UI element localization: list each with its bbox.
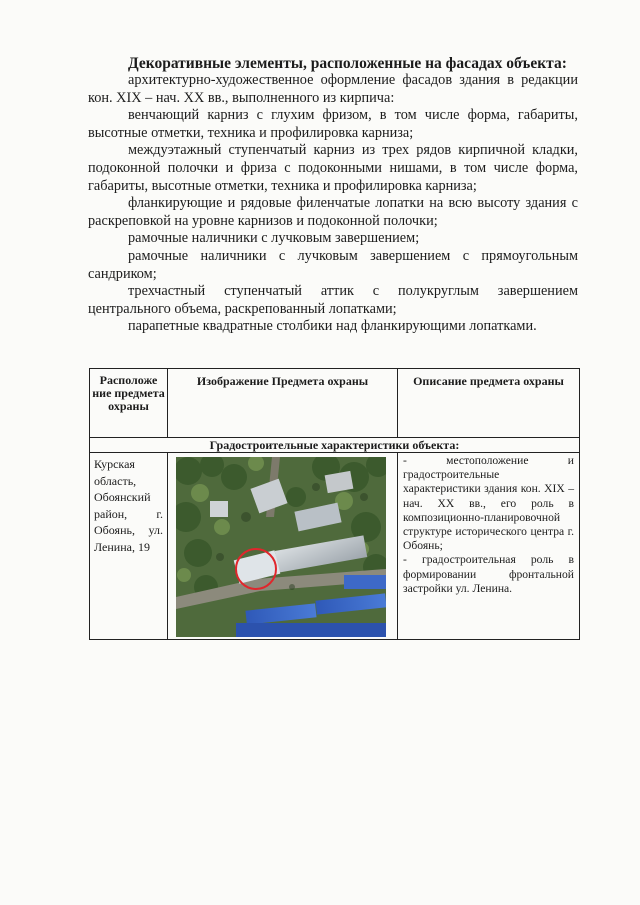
paragraph: рамочные наличники с лучковым завершением с прямоугольным сандриком;	[88, 247, 578, 282]
header-image: Изображение Предмета охраны	[168, 369, 398, 438]
paragraph: венчающий карниз с глухим фризом, в том числе форма, габариты, высотные отметки, техника и профилировка карниза;	[88, 107, 578, 141]
paragraph: междуэтажный ступенчатый карниз из трех рядов кирпичной кладки, подоконной полочки и фриза с подоконными нишами, в том числе форма, габариты, высотные отметки, техника и профилировка карниза;	[88, 142, 578, 194]
section-heading: Декоративные элементы, расположенные на фасадах объекта:	[128, 55, 567, 72]
description-item: - градостроительная роль в формировании фронтальной застройки ул. Ленина.	[403, 553, 574, 595]
body-text	[88, 72, 578, 336]
description-cell	[398, 453, 580, 640]
header-description: Описание предмета охраны	[398, 369, 580, 438]
paragraph: трехчастный ступенчатый аттик с полукруглым завершением центрального объема, раскрепованный лопатками;	[88, 283, 578, 317]
paragraph: рамочные наличники с лучковым завершением;	[128, 230, 420, 247]
table-section-row	[90, 438, 580, 453]
paragraph: парапетные квадратные столбики над фланкирующими лопатками.	[128, 318, 537, 335]
section-title: Градостроительные характеристики объекта:	[90, 438, 580, 453]
table-row	[90, 453, 580, 640]
location-cell: Курская область, Обоянский район, г. Обоянь, ул. Ленина, 19	[90, 453, 168, 640]
paragraph: фланкирующие и рядовые филенчатые лопатки на всю высоту здания с раскреповкой на уровне карнизов и подоконной полочки;	[88, 195, 578, 229]
paragraph: архитектурно-художественное оформление фасадов здания в редакции кон. XIX – нач. XX вв., выполненного из кирпича:	[88, 72, 578, 106]
description-item: - местоположение и градостроительные характеристики здания кон. XIX –нач. XX вв., его роль в композиционно-планировочной структуре исторического центра г. Обоянь;	[403, 454, 574, 553]
protection-table	[89, 368, 580, 640]
header-location: Расположе ние предмета охраны	[90, 369, 168, 438]
image-cell	[168, 453, 398, 640]
aerial-photo	[176, 457, 386, 637]
table-header-row	[90, 369, 580, 438]
